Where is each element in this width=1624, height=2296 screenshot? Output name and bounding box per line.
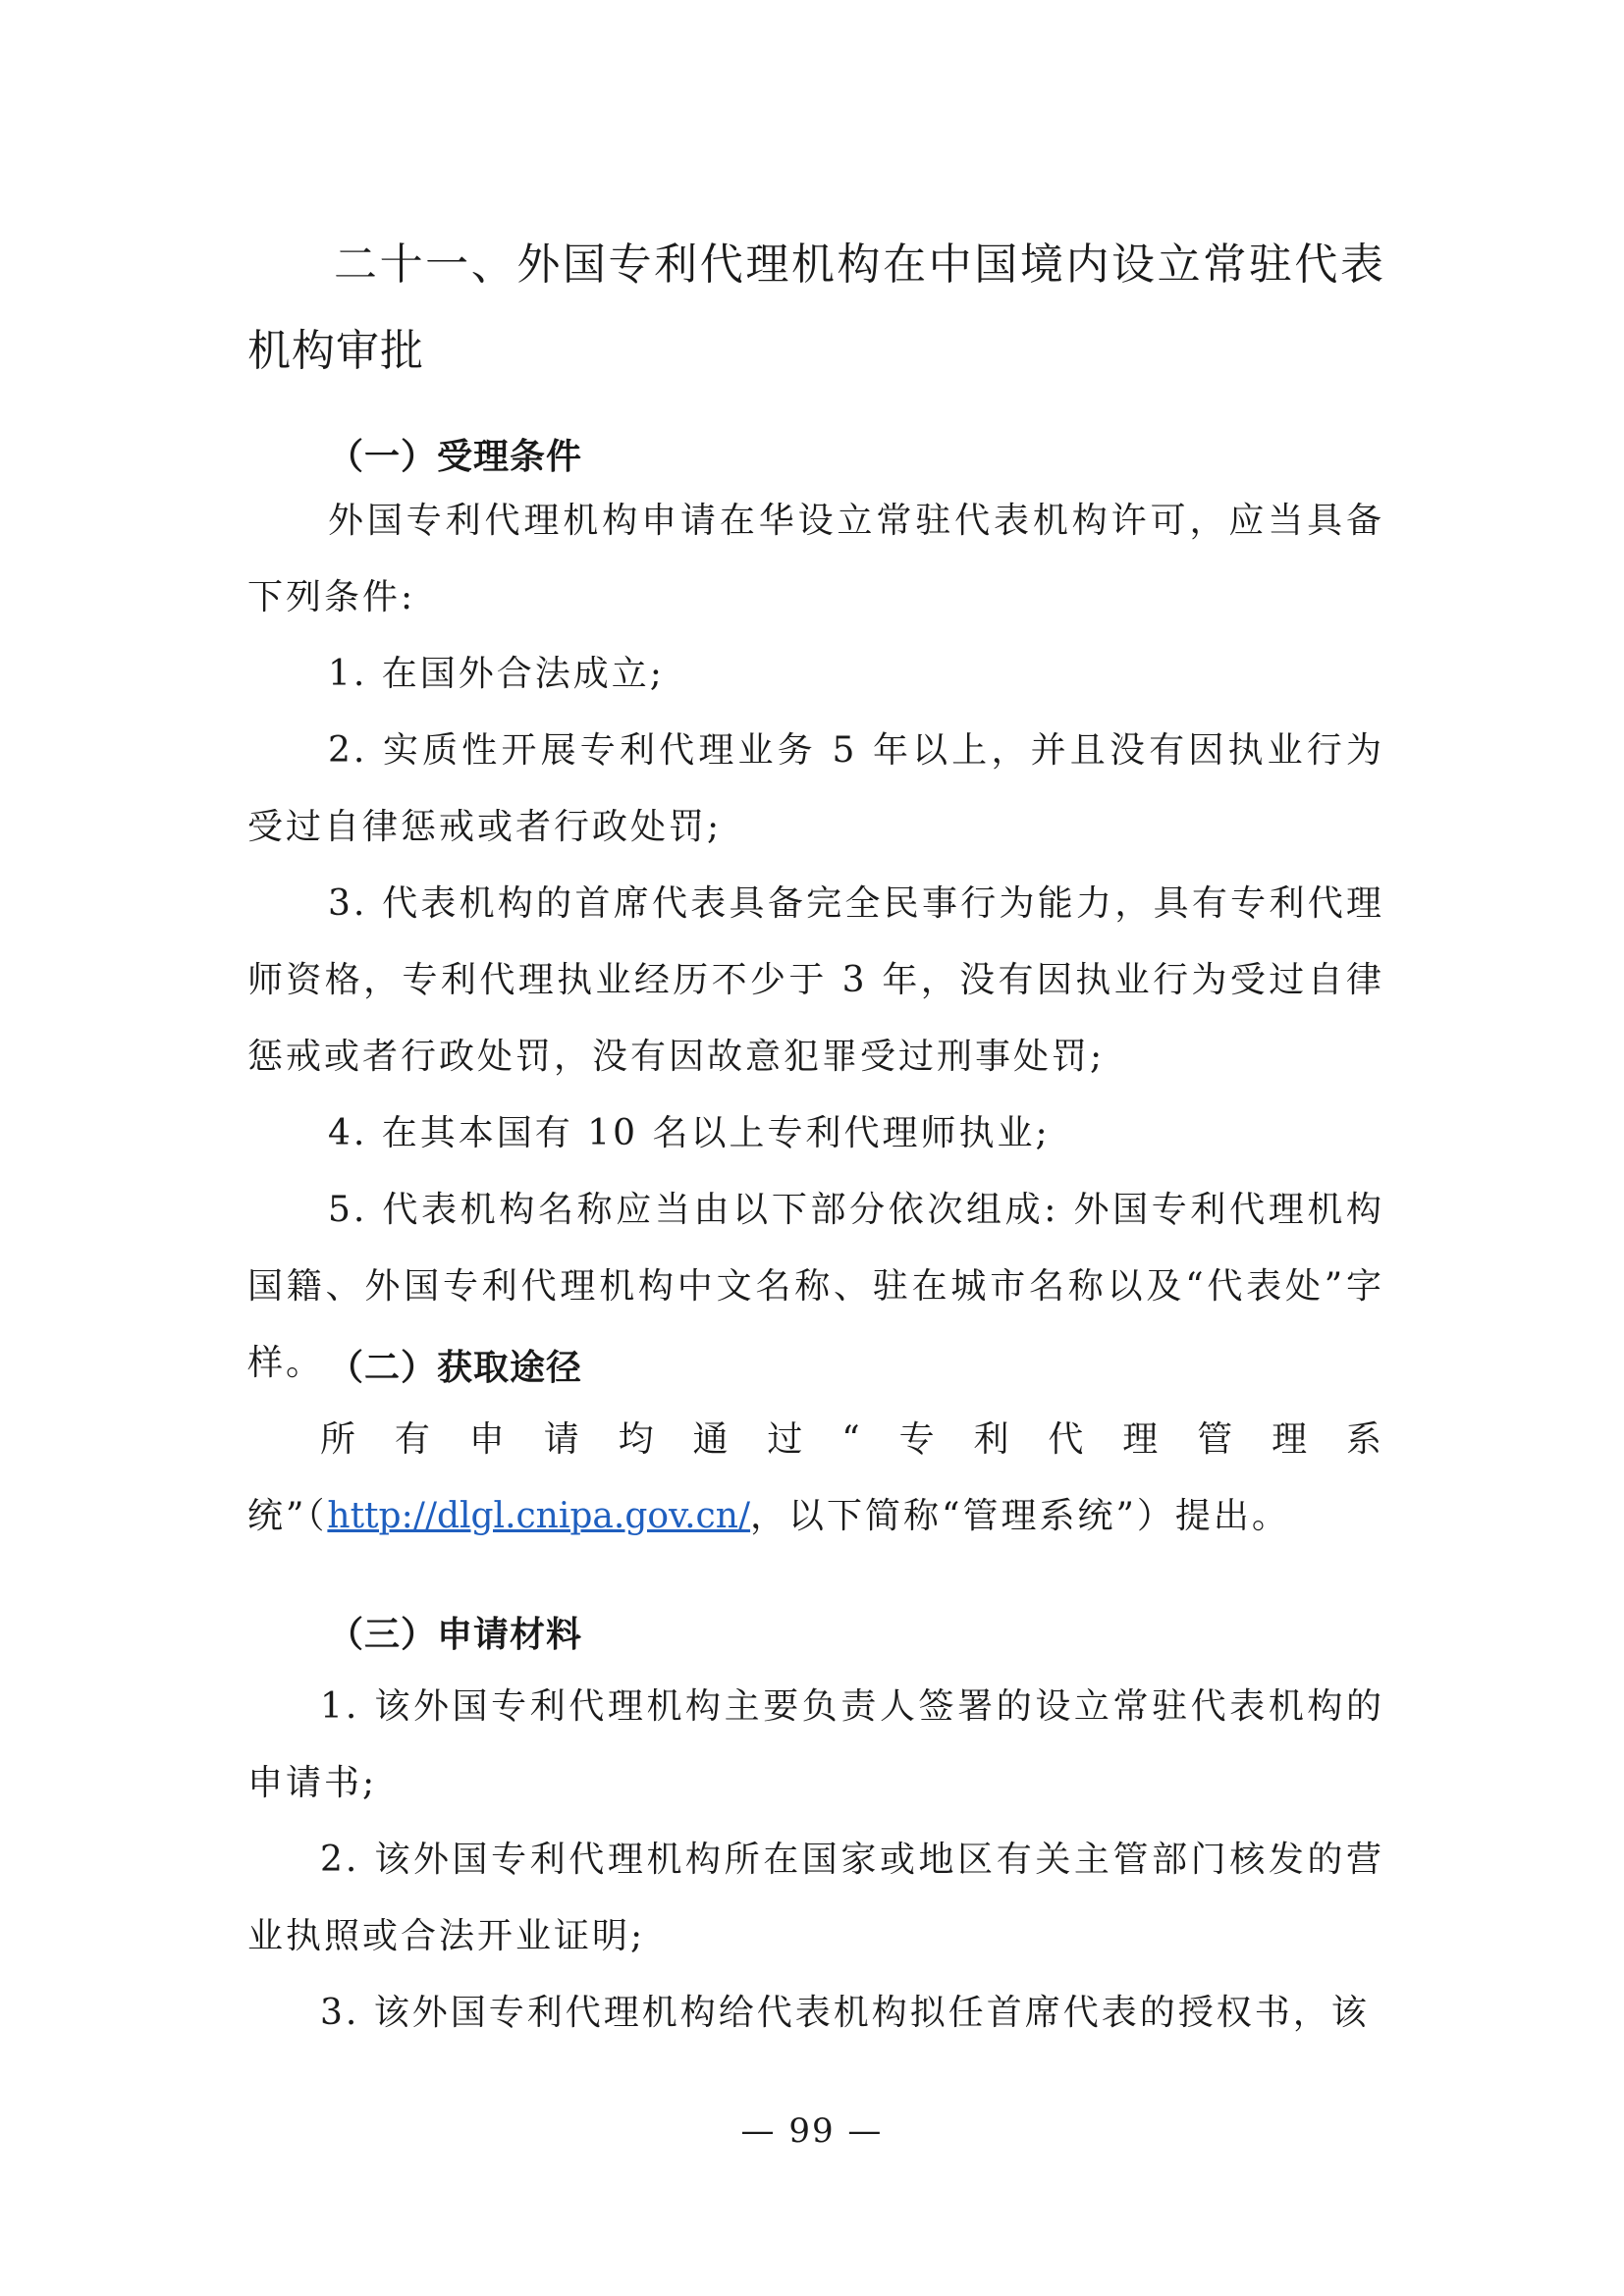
condition-item: 4. 在其本国有 10 名以上专利代理师执业; — [328, 1113, 1051, 1153]
material-item: 2. 该外国专利代理机构所在国家或地区有关主管部门核发的营业执照或合法开业证明; — [247, 1840, 1384, 1956]
access-text-before-link: 所有申请均通过“专利代理管理系统”（ — [247, 1419, 1384, 1536]
condition-item: 1. 在国外合法成立; — [328, 654, 665, 694]
acceptance-intro-paragraph: 外国专利代理机构申请在华设立常驻代表机构许可，应当具备下列条件: — [247, 501, 1384, 617]
page-number: — 99 — — [740, 2111, 884, 2151]
section-heading-access-channel: （二）获取途径 — [328, 1348, 583, 1388]
section-heading-acceptance-conditions: （一）受理条件 — [328, 437, 583, 477]
condition-item: 5. 代表机构名称应当由以下部分依次组成: 外国专利代理机构国籍、外国专利代理机构中文名称、驻在城市名称以及“代表处”字样。 — [247, 1190, 1384, 1383]
access-text-after-link: ，以下简称“管理系统”）提出。 — [750, 1496, 1290, 1536]
page-heading: 二十一、外国专利代理机构在中国境内设立常驻代表机构审批 — [247, 240, 1384, 376]
access-channel-paragraph — [247, 1402, 1384, 1555]
material-item: 3. 该外国专利代理机构给代表机构拟任首席代表的授权书，该 — [320, 1993, 1370, 2033]
condition-item: 2. 实质性开展专利代理业务 5 年以上，并且没有因执业行为受过自律惩戒或者行政处罚; — [247, 730, 1384, 847]
condition-item: 3. 代表机构的首席代表具备完全民事行为能力，具有专利代理师资格，专利代理执业经历不少于 3 年，没有因执业行为受过自律惩戒或者行政处罚，没有因故意犯罪受过刑事处罚; — [247, 883, 1384, 1077]
material-item: 1. 该外国专利代理机构主要负责人签署的设立常驻代表机构的申请书; — [247, 1686, 1384, 1803]
section-heading-application-materials: （三）申请材料 — [328, 1615, 583, 1655]
management-system-link[interactable]: http://dlgl.cnipa.gov.cn/ — [327, 1496, 751, 1536]
